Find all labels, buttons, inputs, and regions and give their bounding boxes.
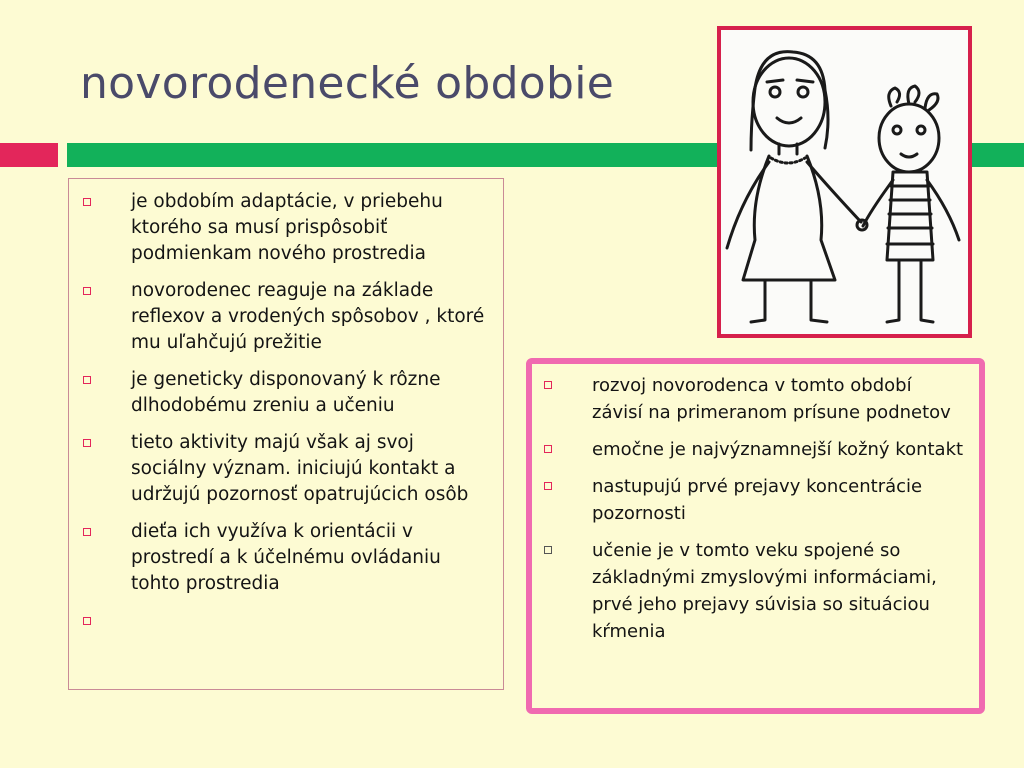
list-item: tieto aktivity majú však aj svoj sociálny význam. iniciujú kontakt a udržujú pozornosť opatrujúcich osôb [81, 430, 489, 508]
left-bullet-list [69, 179, 503, 597]
list-item: je obdobím adaptácie, v priebehu ktorého sa musí prispôsobiť podmienkam nového prostredia [81, 189, 489, 267]
square-bullet-icon [83, 439, 91, 447]
square-bullet-icon [544, 482, 552, 490]
square-bullet-icon [83, 617, 91, 625]
list-item: dieťa ich využíva k orientácii v prostredí a k účelnému ovládaniu tohto prostredia [81, 519, 489, 597]
list-item: rozvoj novorodenca v tomto období závisí na primeranom prísune podnetov [542, 372, 965, 426]
list-item: novorodenec reaguje na základe reflexov a vrodených spôsobov , ktoré mu uľahčujú prežitie [81, 278, 489, 356]
list-item: emočne je najvýznamnejší kožný kontakt [542, 436, 965, 463]
pink-accent-bar [0, 143, 58, 167]
square-bullet-icon [544, 381, 552, 389]
list-item-highlighted: učenie je v tomto veku spojené so základnými zmyslovými informáciami, prvé jeho prejavy súvisia so situáciou kŕmenia [542, 537, 965, 645]
stick-figures-drawing-icon [721, 30, 968, 334]
list-item: je geneticky disponovaný k rôzne dlhodobému zreniu a učeniu [81, 367, 489, 419]
left-text-box [68, 178, 504, 690]
square-bullet-icon [544, 546, 552, 554]
right-bullet-list [532, 364, 979, 645]
square-bullet-icon [83, 287, 91, 295]
square-bullet-icon [544, 445, 552, 453]
list-item: nastupujú prvé prejavy koncentrácie pozornosti [542, 473, 965, 527]
stick-figures-picture [717, 26, 972, 338]
square-bullet-icon [83, 198, 91, 206]
right-text-box [526, 358, 985, 714]
square-bullet-icon [83, 528, 91, 536]
square-bullet-icon [83, 376, 91, 384]
slide-title: novorodenecké obdobie [80, 58, 615, 109]
